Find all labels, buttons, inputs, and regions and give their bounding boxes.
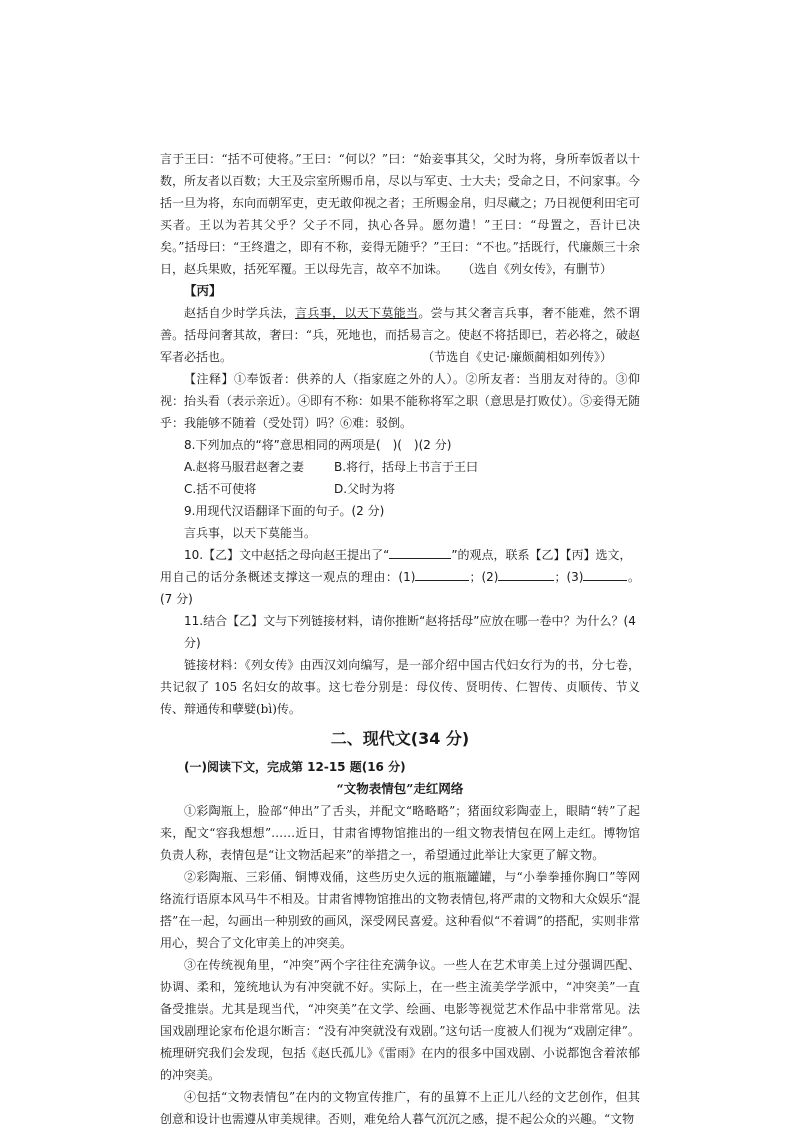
- question-11-stem: 11.结合【乙】文与下列链接材料，请你推断“赵将括母”应放在哪一卷中？为什么？(4 分): [184, 614, 636, 650]
- answer-blank-reason-2[interactable]: [498, 567, 554, 581]
- passage-bing: 赵括自少时学兵法，言兵事，以天下莫能当。尝与其父奢言兵事，奢不能难，然不谓善。括母问奢其故，奢曰：“兵，死地也，而括易言之。使赵不将括即已，若必将之，破赵军者必括也。: [160, 306, 640, 364]
- answer-blank-reason-1[interactable]: [415, 567, 469, 581]
- answer-blank-reason-3[interactable]: [583, 567, 627, 581]
- article-paragraph-1: ①彩陶瓶上，脸部“伸出”了舌头，并配文“略略略”；猪面纹彩陶壶上，眼睛“转”了起来，配文“容我想想”……近日，甘肃省博物馆推出的一组文物表情包在网上走红。博物馆负责人称，表情包是“让文物活起来”的举措之一，希望通过此举让大家更了解文物。: [160, 804, 640, 862]
- passage-yi-source: （选自《列女传》，有删节）: [461, 262, 612, 276]
- article-paragraph-3: ③在传统视角里，“冲突”两个字往往充满争议。一些人在艺术审美上过分强调匹配、协调、柔和，笼统地认为有冲突就不好。实际上，在一些主流美学学派中，“冲突美”一直备受推崇。尤其是现当代，“冲突美”在文学、绘画、电影等视觉艺术作品中非常常见。法国戏剧理论家布伦退尔断言：“没有冲突就没有戏剧。”这句话一度被人们视为“戏剧定律”。梳理研究我们会发现，包括《赵氏孤儿》《雷雨》在内的很多中国戏剧、小说都饱含着浓郁的冲突美。: [160, 958, 640, 1082]
- passage-yi-tail: 言于王曰：“括不可使将。”王曰：“何以？”曰：“始妾事其父，父时为将，身所奉饭者以十数，所友者以百数；大王及宗室所赐币帛，尽以与军吏、士大夫；受命之日，不问家事。今括一旦为将，东向而朝军吏，吏无敢仰视之者；王所赐金帛，归尽藏之；乃日视便利田宅可买者。王以为若其父乎？父子不同，执心各异。愿勿遣！”王曰：“母置之，吾计已决矣。”括母曰：“王终遣之，即有不称，妾得无随乎？”王曰：“不也。”括既行，代廉颇三十余日，赵兵果败，括死军覆。王以母先言，故卒不加诛。: [160, 152, 641, 276]
- option-c: C.括不可使将: [184, 482, 257, 496]
- question-9-sentence: 言兵事，以天下莫能当。: [184, 526, 317, 540]
- content-column: [160, 148, 640, 1130]
- question-11-material: 链接材料：《列女传》由西汉刘向编写，是一部介绍中国古代妇女行为的书，分七卷，共记叙了 105 名妇女的故事。这七卷分别是：母仪传、贤明传、仁智传、贞顺传、节义传、辩通传和孽嬖(bì)传。: [160, 658, 640, 716]
- section-2-title: 二、现代文(34 分): [330, 729, 470, 748]
- section-2-subtitle: (一)阅读下文，完成第 12-15 题(16 分): [184, 760, 406, 774]
- question-9-stem: 9.用现代汉语翻译下面的句子。(2 分): [184, 504, 385, 518]
- annotation-notes: 【注释】①奉饭者：供养的人（指家庭之外的人）。②所友者：当朋友对待的。③仰视：抬头看（表示亲近）。④即有不称：如果不能称将军之职（意思是打败仗）。⑤妾得无随乎：我能够不随着（受处罚）吗？⑥难：驳倒。: [160, 372, 641, 430]
- passage-bing-source: （节选自《史记·廉颇蔺相如列传》）: [422, 350, 612, 364]
- question-8-options-row1: [160, 456, 640, 478]
- question-10-line1: 10.【乙】文中赵括之母向赵王提出了“ ”的观点，联系【乙】【丙】选文，: [160, 544, 640, 566]
- option-d: D.父时为将: [334, 482, 396, 496]
- underlined-sentence: 言兵事，以天下莫能当: [295, 306, 419, 320]
- question-10-line2: 用自己的话分条概述支撑这一观点的理由：(1) ；(2) ；(3) 。(7 分): [160, 566, 640, 610]
- option-b: B.将行，括母上书言于王曰: [334, 460, 479, 474]
- option-a: A.赵将马服君赵奢之妻: [184, 460, 304, 474]
- article-paragraph-2: ②彩陶瓶、三彩俑、铜博戏俑，这些历史久远的瓶瓶罐罐，与“小拳拳捶你胸口”等网络流行语原本风马牛不相及。甘肃省博物馆推出的文物表情包,将严肃的文物和大众娱乐“混搭”在一起，勾画出一种别致的画风，深受网民喜爱。这种看似“不着调”的搭配，实则非常用心，契合了文化审美上的冲突美。: [160, 870, 640, 950]
- answer-blank-viewpoint[interactable]: [389, 545, 451, 559]
- question-8-options-row2: [160, 478, 640, 500]
- question-8-stem: 8.下列加点的“将”意思相同的两项是( )( )(2 分): [184, 438, 452, 452]
- passage-bing-tag: 【丙】: [184, 283, 222, 298]
- article-title: “文物表情包”走红网络: [336, 781, 464, 796]
- article-paragraph-4: ④包括“文物表情包”在内的文物宣传推广，有的虽算不上正儿八经的文艺创作，但其创意和设计也需遵从审美规律。否则，难免给人暮气沉沉之感，提不起公众的兴趣。“文物: [160, 1090, 640, 1126]
